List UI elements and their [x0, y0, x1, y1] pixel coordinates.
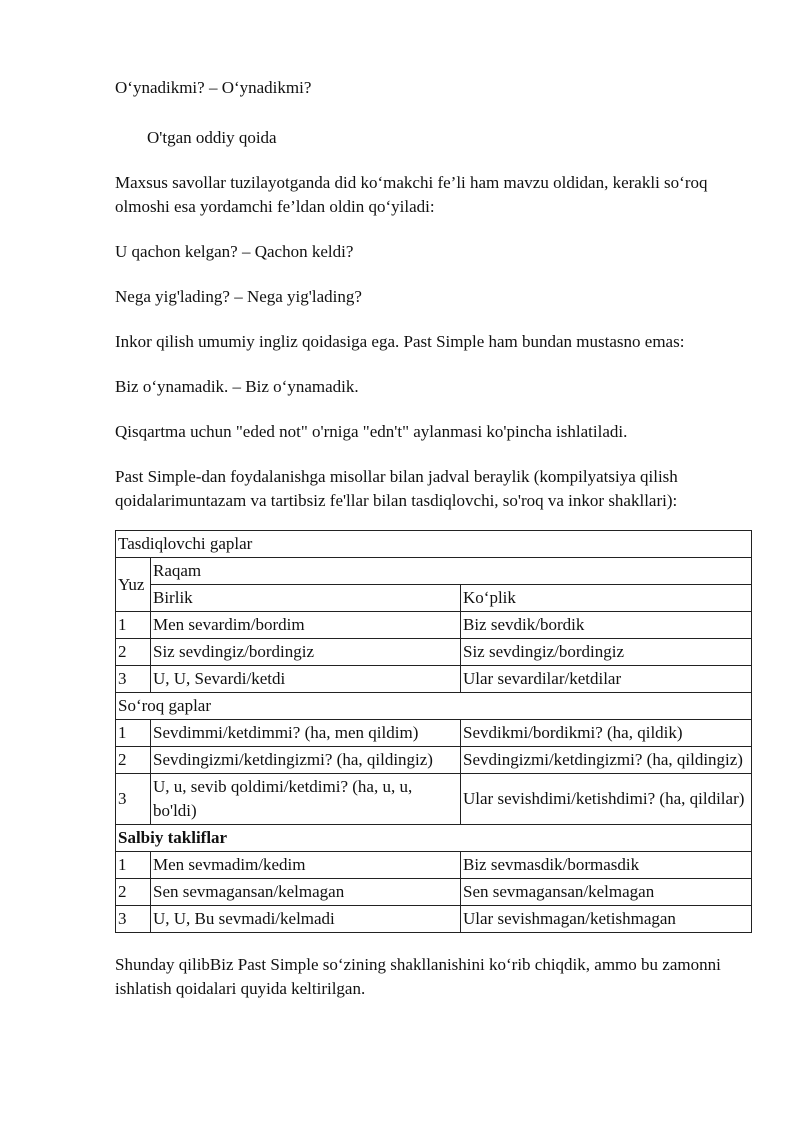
- affirmative-section-header: Tasdiqlovchi gaplar: [116, 531, 752, 558]
- table-cell-person: 1: [116, 612, 151, 639]
- negative-section-header: Salbiy takliflar: [116, 825, 752, 852]
- table-cell-singular: Sevdimmi/ketdimmi? (ha, men qildim): [151, 720, 461, 747]
- table-cell-singular: U, U, Bu sevmadi/kelmadi: [151, 906, 461, 933]
- singular-column-header: Birlik: [151, 585, 461, 612]
- plural-column-header: Ko‘plik: [461, 585, 752, 612]
- table-cell-person: 2: [116, 879, 151, 906]
- table-cell-person: 1: [116, 720, 151, 747]
- table-cell-plural: Ular sevishmagan/ketishmagan: [461, 906, 752, 933]
- table-cell-plural: Sevdingizmi/ketdingizmi? (ha, qildingiz): [461, 747, 752, 774]
- table-cell-singular: U, u, sevib qoldimi/ketdimi? (ha, u, u, bo'ldi): [151, 774, 461, 825]
- table-cell-plural: Ular sevardilar/ketdilar: [461, 666, 752, 693]
- table-row: [116, 693, 752, 720]
- paragraph-example-played: O‘ynadikmi? – O‘ynadikmi?: [115, 78, 312, 97]
- paragraph-special-questions: Maxsus savollar tuzilayotganda did ko‘makchi fe’li ham mavzu oldidan, kerakli so‘roq olmoshi esa yordamchi fe’ldan oldin qo‘yiladi:: [115, 173, 708, 216]
- table-cell-singular: Men sevardim/bordim: [151, 612, 461, 639]
- table-cell-person: 2: [116, 747, 151, 774]
- past-simple-table: [115, 530, 752, 933]
- paragraph-example-negation: Biz o‘ynamadik. – Biz o‘ynamadik.: [115, 377, 359, 396]
- table-cell-person: 2: [116, 639, 151, 666]
- paragraph-example-when: U qachon kelgan? – Qachon keldi?: [115, 242, 354, 261]
- table-row: [116, 531, 752, 558]
- table-row: [116, 639, 752, 666]
- table-cell-singular: Men sevmadim/kedim: [151, 852, 461, 879]
- question-section-header: So‘roq gaplar: [116, 693, 752, 720]
- table-cell-person: 3: [116, 774, 151, 825]
- table-cell-singular: Sen sevmagansan/kelmagan: [151, 879, 461, 906]
- table-row: [116, 852, 752, 879]
- table-cell-person: 3: [116, 906, 151, 933]
- paragraph-table-intro: Past Simple-dan foydalanishga misollar bilan jadval beraylik (kompilyatsiya qilish qoidalarimuntazam va tartibsiz fe'llar bilan tasdiqlovchi, so'roq va inkor shakllari):: [115, 467, 678, 510]
- table-row: [116, 666, 752, 693]
- table-row: [116, 558, 752, 585]
- table-row: [116, 720, 752, 747]
- table-row: [116, 612, 752, 639]
- table-cell-plural: Sevdikmi/bordikmi? (ha, qildik): [461, 720, 752, 747]
- document-page: [115, 76, 751, 1022]
- person-column-header: Yuz: [116, 558, 151, 612]
- number-column-header: Raqam: [151, 558, 752, 585]
- table-cell-singular: Sevdingizmi/ketdingizmi? (ha, qildingiz): [151, 747, 461, 774]
- table-cell-plural: Siz sevdingiz/bordingiz: [461, 639, 752, 666]
- paragraph-negation-rule: Inkor qilish umumiy ingliz qoidasiga ega. Past Simple ham bundan mustasno emas:: [115, 332, 685, 351]
- table-cell-plural: Biz sevmasdik/bormasdik: [461, 852, 752, 879]
- table-row: [116, 585, 752, 612]
- table-cell-plural: Sen sevmagansan/kelmagan: [461, 879, 752, 906]
- table-cell-plural: Biz sevdik/bordik: [461, 612, 752, 639]
- paragraph-contraction-note: Qisqartma uchun "eded not" o'rniga "edn't" aylanmasi ko'pincha ishlatiladi.: [115, 422, 628, 441]
- paragraph-conclusion: Shunday qilibBiz Past Simple so‘zining shakllanishini ko‘rib chiqdik, ammo bu zamonni ishlatish qoidalari quyida keltirilgan.: [115, 955, 721, 998]
- section-heading-past-simple-rule: O'tgan oddiy qoida: [147, 128, 277, 147]
- table-row: [116, 906, 752, 933]
- table-row: [116, 747, 752, 774]
- table-row: [116, 879, 752, 906]
- table-cell-person: 3: [116, 666, 151, 693]
- table-row: [116, 825, 752, 852]
- table-cell-singular: U, U, Sevardi/ketdi: [151, 666, 461, 693]
- table-row: [116, 774, 752, 825]
- table-cell-plural: Ular sevishdimi/ketishdimi? (ha, qildilar): [461, 774, 752, 825]
- table-cell-singular: Siz sevdingiz/bordingiz: [151, 639, 461, 666]
- paragraph-example-why: Nega yig'lading? – Nega yig'lading?: [115, 287, 362, 306]
- table-cell-person: 1: [116, 852, 151, 879]
